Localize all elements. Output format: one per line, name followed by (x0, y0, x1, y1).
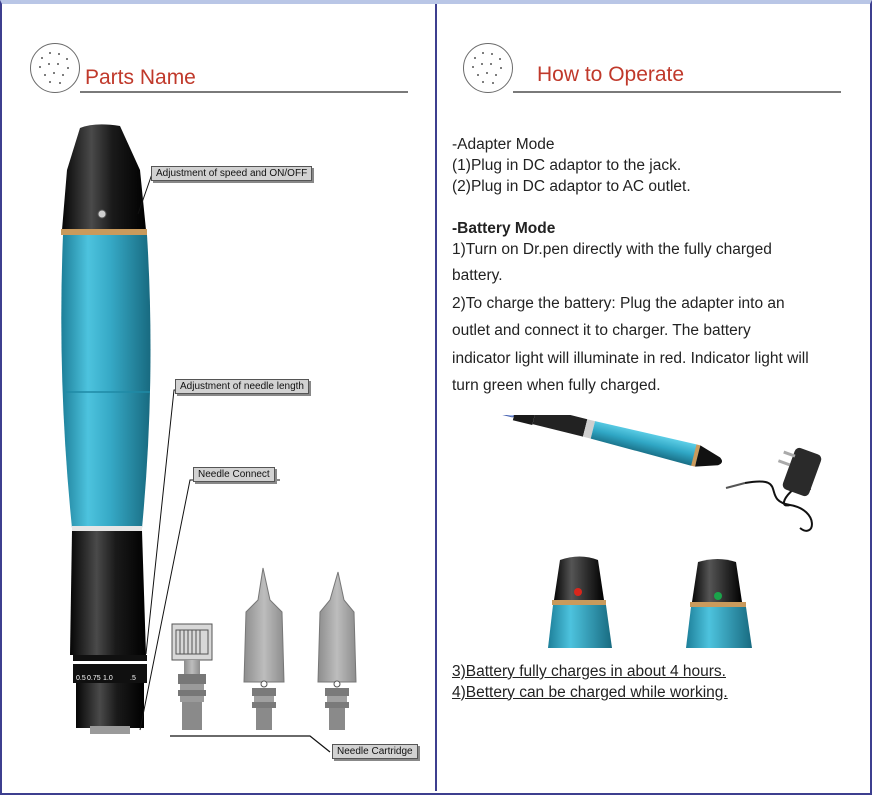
needle-connector-illustration (172, 624, 212, 730)
battery-step-1: 1)Turn on Dr.pen directly with the fully charged (452, 241, 772, 258)
charging-note-2: 4)Bettery can be charged while working. (452, 683, 728, 701)
green-indicator-light (714, 592, 722, 600)
battery-step-2-cont: turn green when fully charged. (452, 377, 661, 394)
parts-title-rule (80, 91, 408, 93)
charging-notes (452, 662, 728, 703)
indicator-light-comparison (540, 552, 800, 652)
callout-needle-length: Adjustment of needle length (175, 379, 309, 394)
red-indicator-light (574, 588, 582, 596)
adapter-mode-text (452, 134, 691, 197)
dial-mark: 0.5 (76, 675, 86, 682)
callout-needle-cartridge: Needle Cartridge (332, 744, 418, 759)
green-indicator-pen (686, 559, 752, 648)
red-indicator-pen (548, 557, 612, 649)
dial-mark: 0.75 (87, 675, 101, 682)
callout-speed-on-off: Adjustment of speed and ON/OFF (151, 166, 312, 181)
adapter-step-1: (1)Plug in DC adaptor to the jack. (452, 157, 682, 174)
battery-mode-text-cont (452, 262, 809, 400)
charging-note-1: 3)Battery fully charges in about 4 hours. (452, 663, 726, 680)
dots-circle-icon (463, 43, 513, 93)
battery-mode-text (452, 218, 772, 260)
pen-base (76, 683, 144, 728)
pen-parts-illustration (0, 100, 435, 790)
operate-title-rule (513, 91, 841, 93)
parts-name-title: Parts Name (85, 66, 196, 89)
dots-circle-icon (30, 43, 80, 93)
battery-step-2-cont: indicator light will illuminate in red. Indicator light will (452, 349, 809, 367)
battery-step-2-cont: outlet and connect it to charger. The battery (452, 322, 751, 339)
battery-mode-heading: -Battery Mode (452, 220, 556, 237)
callout-needle-connect: Needle Connect (193, 467, 275, 482)
column-divider (435, 4, 437, 791)
speed-switch (98, 210, 106, 218)
pen-grip (70, 531, 146, 655)
dial-mark: .5 (130, 675, 136, 682)
dial-mark: 1.0 (103, 675, 113, 682)
silver-ring (72, 526, 142, 531)
battery-step-1-cont: battery. (452, 267, 503, 284)
battery-step-2: 2)To charge the battery: Plug the adapter into an (452, 294, 785, 312)
needle-cartridge-1 (244, 568, 284, 730)
how-to-operate-title: How to Operate (537, 63, 685, 86)
needle-cartridge-2 (318, 572, 356, 730)
pen-body-blue (61, 235, 150, 528)
adapter-mode-heading: -Adapter Mode (452, 136, 555, 153)
adapter-step-2: (2)Plug in DC adaptor to AC outlet. (452, 178, 691, 195)
gold-ring-top (61, 229, 147, 235)
pen-with-charger-illustration (460, 415, 860, 565)
